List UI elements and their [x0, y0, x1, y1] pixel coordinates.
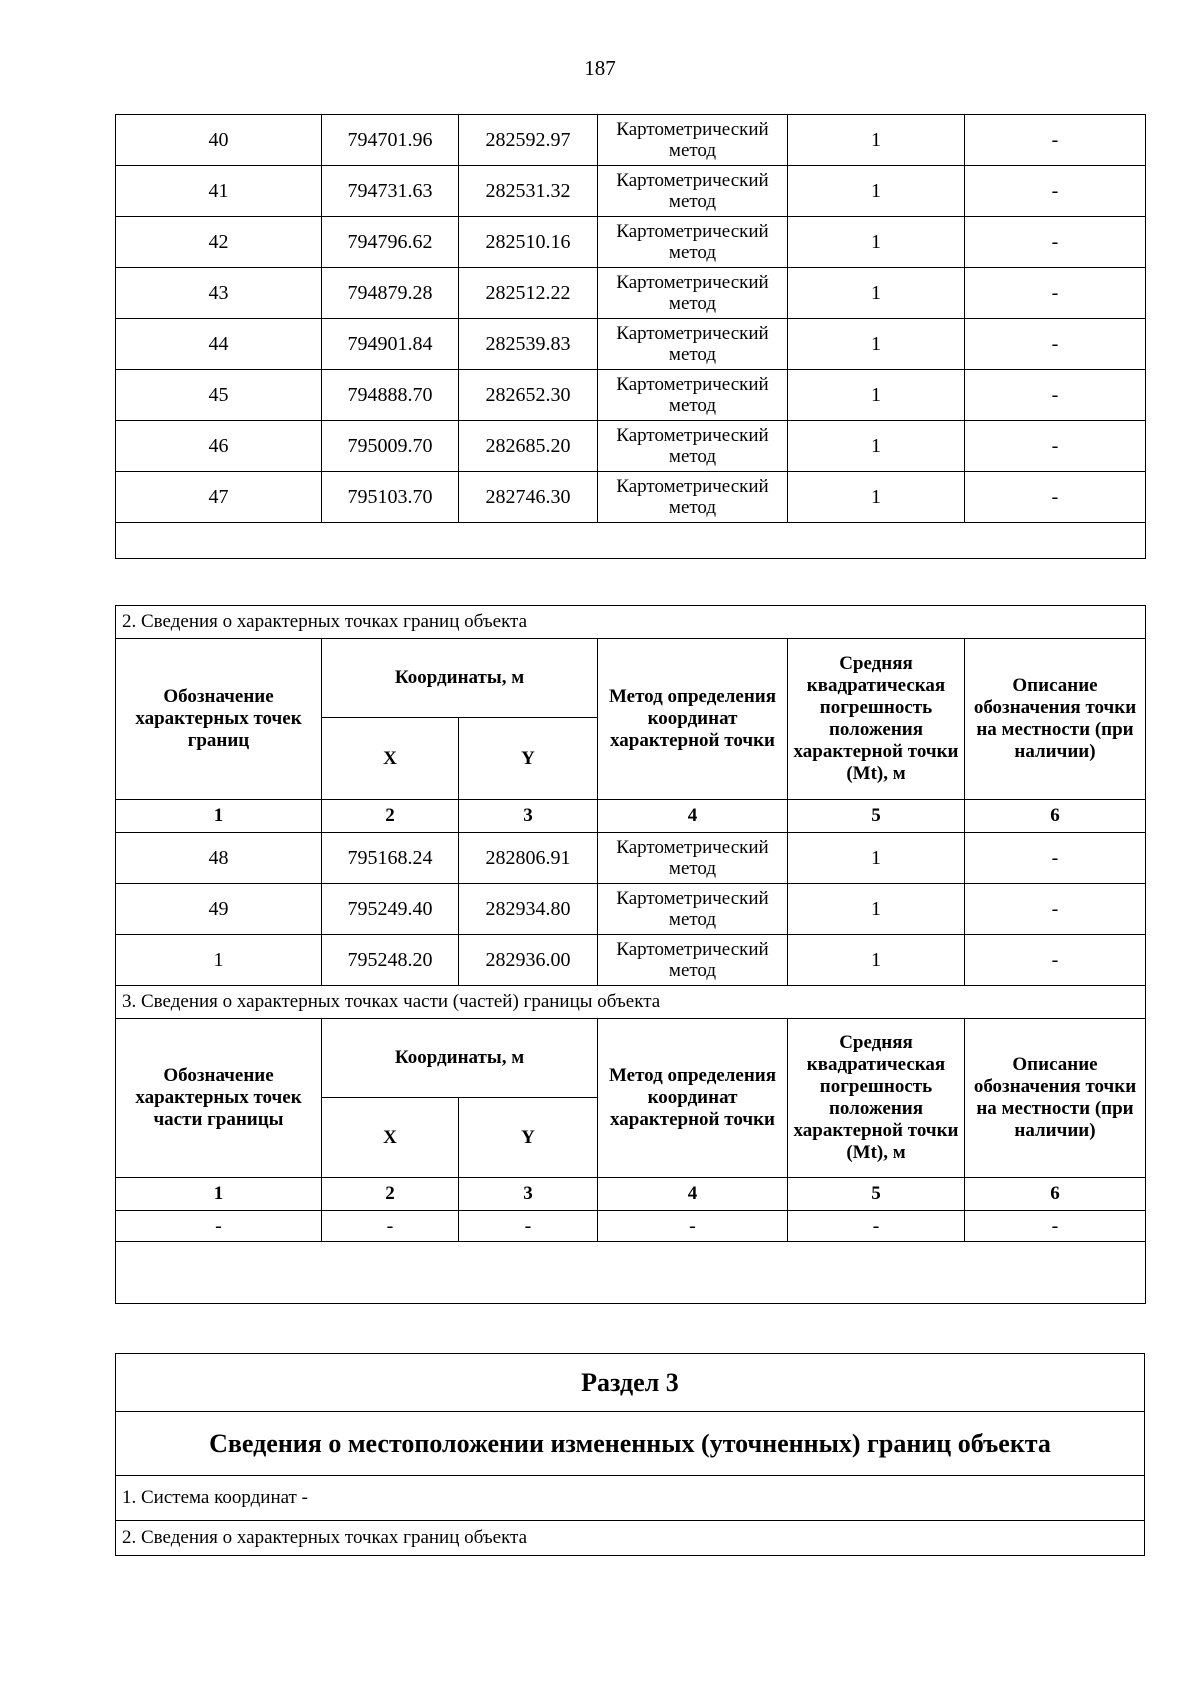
coord-y: 282510.16 — [459, 217, 598, 268]
column-numbers-row — [116, 1178, 1146, 1211]
mt-value: 1 — [788, 217, 965, 268]
method: Картометрический метод — [598, 115, 788, 166]
table-row — [116, 115, 1146, 166]
description: - — [965, 319, 1146, 370]
column-numbers-row — [116, 800, 1146, 833]
method: Картометрический метод — [598, 421, 788, 472]
header-y: Y — [459, 1098, 598, 1178]
point-number: 44 — [116, 319, 322, 370]
coord-y: 282934.80 — [459, 884, 598, 935]
header-x: X — [322, 1098, 459, 1178]
method: Картометрический метод — [598, 319, 788, 370]
point-number: 42 — [116, 217, 322, 268]
section-caption: 2. Сведения о характерных точках границ объекта — [116, 1521, 1145, 1556]
coord-y: 282592.97 — [459, 115, 598, 166]
method: Картометрический метод — [598, 370, 788, 421]
header-coordinates: Координаты, м — [322, 639, 598, 718]
coordinate-system: 1. Система координат - — [116, 1476, 1145, 1521]
col-number: 3 — [459, 800, 598, 833]
description: - — [965, 166, 1146, 217]
col-number: 4 — [598, 800, 788, 833]
col-number: 6 — [965, 1178, 1146, 1211]
table-row — [116, 166, 1146, 217]
method: Картометрический метод — [598, 935, 788, 986]
point-number: 47 — [116, 472, 322, 523]
coord-y: 282685.20 — [459, 421, 598, 472]
header-method: Метод определения координат характерной точки — [598, 639, 788, 800]
section-title-row — [116, 1354, 1145, 1412]
empty-cell — [116, 523, 1146, 559]
header-row — [116, 1019, 1146, 1098]
description: - — [965, 217, 1146, 268]
col-number: 2 — [322, 800, 459, 833]
caption-row — [116, 606, 1146, 639]
caption-row — [116, 1476, 1145, 1521]
table-row — [116, 472, 1146, 523]
empty-value: - — [598, 1211, 788, 1242]
description: - — [965, 472, 1146, 523]
boundary-points-table — [115, 605, 1146, 1304]
header-method: Метод определения координат характерной точки — [598, 1019, 788, 1178]
mt-value: 1 — [788, 268, 965, 319]
empty-cell — [116, 1242, 1146, 1304]
table-row — [116, 370, 1146, 421]
coord-y: 282746.30 — [459, 472, 598, 523]
mt-value: 1 — [788, 370, 965, 421]
coord-x: 794731.63 — [322, 166, 459, 217]
header-description: Описание обозначения точки на местности (при наличии) — [965, 1019, 1146, 1178]
coord-y: 282652.30 — [459, 370, 598, 421]
coord-y: 282512.22 — [459, 268, 598, 319]
header-mt: Средняя квадратическая погрешность положения характерной точки (Mt), м — [788, 1019, 965, 1178]
empty-value: - — [459, 1211, 598, 1242]
description: - — [965, 370, 1146, 421]
description: - — [965, 115, 1146, 166]
header-designation: Обозначение характерных точек границ — [116, 639, 322, 800]
section-caption: 2. Сведения о характерных точках границ объекта — [116, 606, 1146, 639]
mt-value: 1 — [788, 421, 965, 472]
coord-x: 794796.62 — [322, 217, 459, 268]
coord-x: 795168.24 — [322, 833, 459, 884]
section-subtitle-row — [116, 1412, 1145, 1476]
method: Картометрический метод — [598, 833, 788, 884]
coord-y: 282531.32 — [459, 166, 598, 217]
section-subtitle: Сведения о местоположении измененных (уточненных) границ объекта — [116, 1412, 1145, 1476]
table-row — [116, 833, 1146, 884]
coord-x: 794879.28 — [322, 268, 459, 319]
point-number: 41 — [116, 166, 322, 217]
point-number: 46 — [116, 421, 322, 472]
description: - — [965, 268, 1146, 319]
table-row — [116, 421, 1146, 472]
col-number: 3 — [459, 1178, 598, 1211]
header-row — [116, 639, 1146, 718]
col-number: 1 — [116, 1178, 322, 1211]
empty-value: - — [116, 1211, 322, 1242]
page-number: 187 — [584, 56, 616, 80]
col-number: 1 — [116, 800, 322, 833]
method: Картометрический метод — [598, 472, 788, 523]
description: - — [965, 884, 1146, 935]
point-number: 45 — [116, 370, 322, 421]
coord-y: 282936.00 — [459, 935, 598, 986]
header-description: Описание обозначения точки на местности (при наличии) — [965, 639, 1146, 800]
col-number: 6 — [965, 800, 1146, 833]
header-designation: Обозначение характерных точек части границы — [116, 1019, 322, 1178]
col-number: 5 — [788, 1178, 965, 1211]
point-number: 49 — [116, 884, 322, 935]
empty-value: - — [965, 1211, 1146, 1242]
caption-row — [116, 986, 1146, 1019]
empty-value: - — [788, 1211, 965, 1242]
mt-value: 1 — [788, 319, 965, 370]
header-coordinates: Координаты, м — [322, 1019, 598, 1098]
mt-value: 1 — [788, 884, 965, 935]
table-row — [116, 319, 1146, 370]
section-caption: 3. Сведения о характерных точках части (частей) границы объекта — [116, 986, 1146, 1019]
caption-row — [116, 1521, 1145, 1556]
table-row — [116, 217, 1146, 268]
points-table-continued — [115, 114, 1146, 559]
col-number: 2 — [322, 1178, 459, 1211]
point-number: 1 — [116, 935, 322, 986]
coord-x: 794888.70 — [322, 370, 459, 421]
description: - — [965, 935, 1146, 986]
method: Картометрический метод — [598, 268, 788, 319]
empty-value: - — [322, 1211, 459, 1242]
col-number: 4 — [598, 1178, 788, 1211]
coord-y: 282539.83 — [459, 319, 598, 370]
table-row — [116, 268, 1146, 319]
header-x: X — [322, 718, 459, 800]
coord-x: 794901.84 — [322, 319, 459, 370]
point-number: 48 — [116, 833, 322, 884]
section-3-table — [115, 1353, 1145, 1556]
method: Картометрический метод — [598, 217, 788, 268]
coord-x: 795248.20 — [322, 935, 459, 986]
table-row — [116, 884, 1146, 935]
coord-x: 795249.40 — [322, 884, 459, 935]
table-row — [116, 1211, 1146, 1242]
mt-value: 1 — [788, 833, 965, 884]
empty-row — [116, 1242, 1146, 1304]
method: Картометрический метод — [598, 166, 788, 217]
coord-x: 795103.70 — [322, 472, 459, 523]
mt-value: 1 — [788, 166, 965, 217]
col-number: 5 — [788, 800, 965, 833]
point-number: 40 — [116, 115, 322, 166]
header-y: Y — [459, 718, 598, 800]
coord-x: 794701.96 — [322, 115, 459, 166]
description: - — [965, 421, 1146, 472]
mt-value: 1 — [788, 935, 965, 986]
empty-row — [116, 523, 1146, 559]
mt-value: 1 — [788, 472, 965, 523]
section-title: Раздел 3 — [116, 1354, 1145, 1412]
coord-x: 795009.70 — [322, 421, 459, 472]
method: Картометрический метод — [598, 884, 788, 935]
table-row — [116, 935, 1146, 986]
mt-value: 1 — [788, 115, 965, 166]
header-mt: Средняя квадратическая погрешность положения характерной точки (Mt), м — [788, 639, 965, 800]
point-number: 43 — [116, 268, 322, 319]
description: - — [965, 833, 1146, 884]
coord-y: 282806.91 — [459, 833, 598, 884]
